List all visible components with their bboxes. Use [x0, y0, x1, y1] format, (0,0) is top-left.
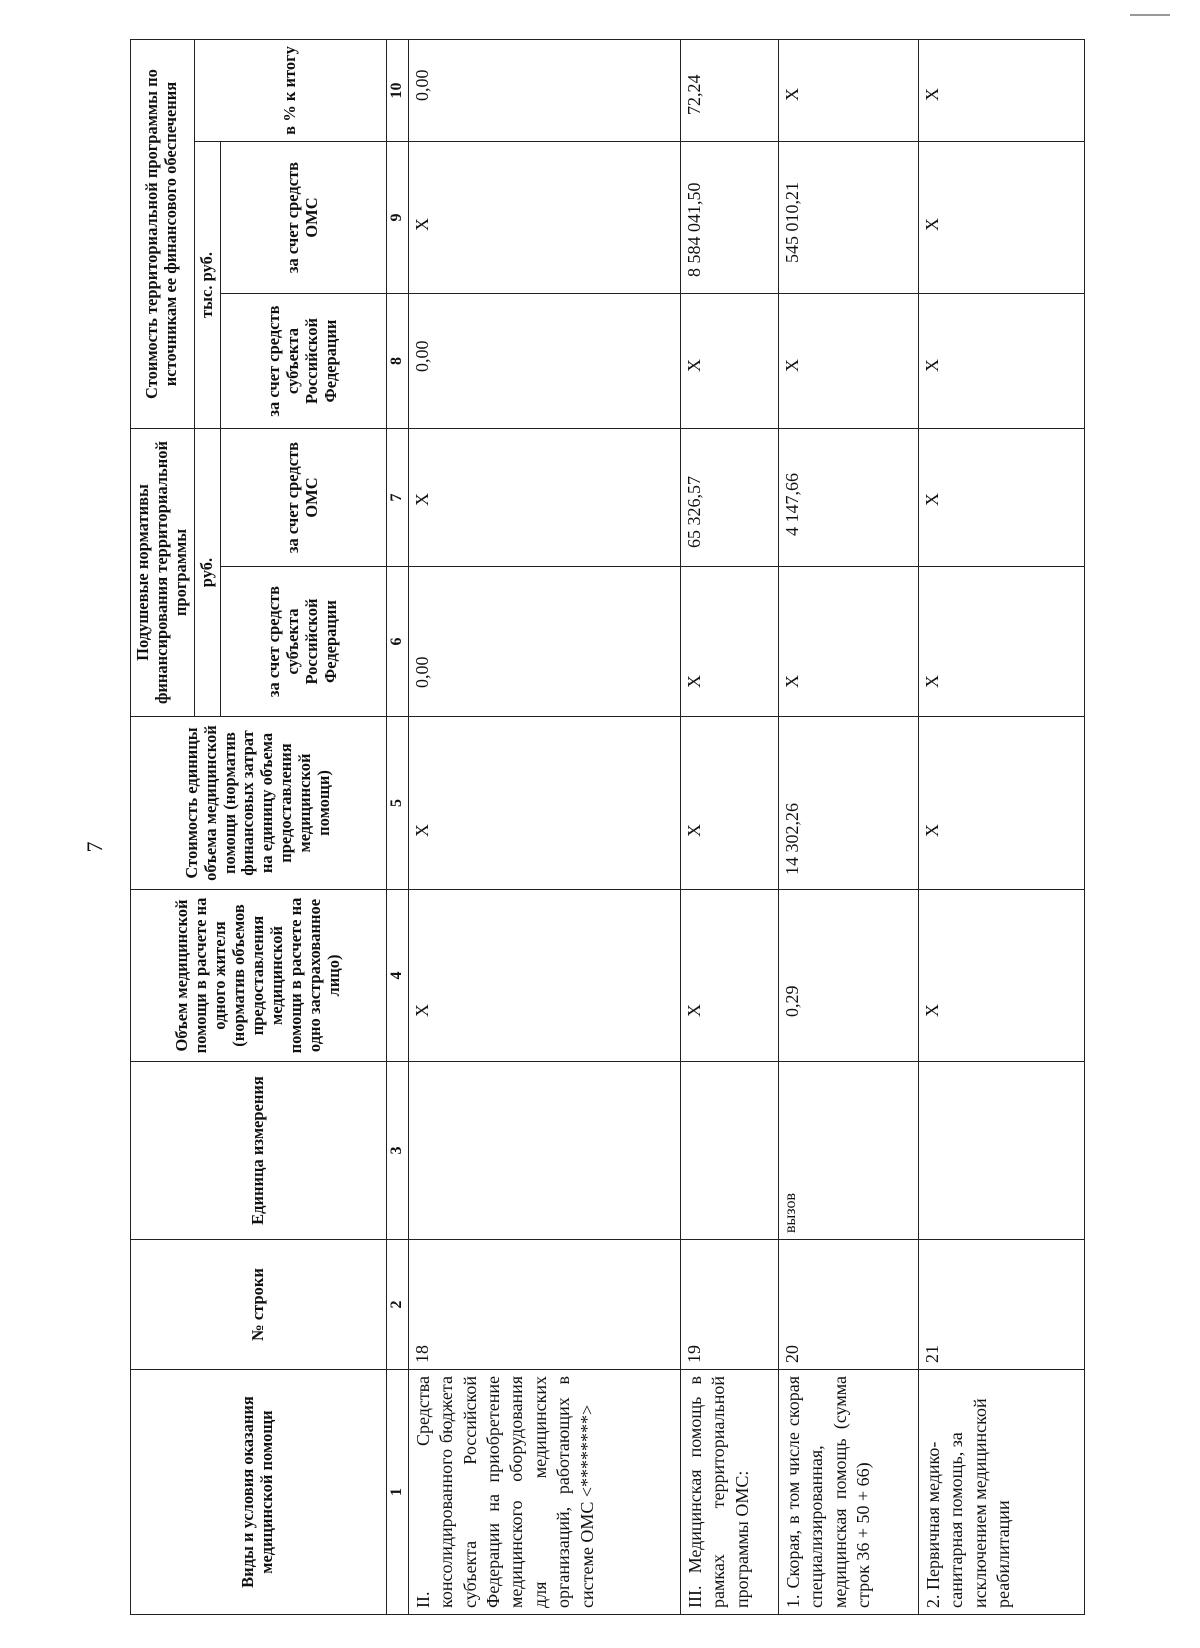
row-unit-cost: X	[680, 717, 778, 890]
row-label: III. Медицинская помощь в рамках территориальной программы ОМС:	[680, 1370, 778, 1615]
column-number: 9	[386, 142, 408, 294]
header-program-cost-group: Стоимость территориальной программы по источникам ее финансового обеспечения	[131, 40, 195, 429]
row-per-capita-oms: 4 147,66	[778, 429, 918, 567]
row-per-capita-subject: X	[918, 567, 1084, 717]
header-volume: Объем медицинской помощи в расчете на одного жителя (норматив объемов предоставления медицинской помощи в расчете на одно застрахованное лицо)	[131, 890, 387, 1062]
header-unit: Единица измерения	[131, 1062, 387, 1240]
row-unit-cost: X	[408, 717, 680, 890]
row-volume: X	[918, 890, 1084, 1062]
header-row-1	[131, 40, 195, 1615]
row-percent: X	[918, 40, 1084, 142]
header-per-capita-group: Подушевые нормативы финансирования территориальной программы	[131, 429, 195, 717]
row-per-capita-oms: 65 326,57	[680, 429, 778, 567]
row-percent: X	[778, 40, 918, 142]
row-cost-subject: 0,00	[408, 294, 680, 429]
column-number-row	[386, 40, 408, 1615]
row-per-capita-subject: 0,00	[408, 567, 680, 717]
row-cost-oms: 8 584 041,50	[680, 142, 778, 294]
row-per-capita-subject: X	[680, 567, 778, 717]
column-number: 2	[386, 1240, 408, 1370]
row-line-number: 19	[680, 1240, 778, 1370]
table-row	[680, 40, 778, 1615]
financing-table	[130, 39, 1085, 1615]
column-number: 3	[386, 1062, 408, 1240]
row-unit-cost: 14 302,26	[778, 717, 918, 890]
header-program-cost-unit: тыс. руб.	[194, 142, 220, 429]
row-label: II. Средства консолидированного бюджета субъекта Российской Федерации на приобретение медицинского оборудования для медицинских организаций, работающих в системе ОМС <********>	[408, 1370, 680, 1615]
row-line-number: 18	[408, 1240, 680, 1370]
row-unit	[408, 1062, 680, 1240]
rotated-table-wrapper	[130, 40, 1060, 1615]
row-volume: X	[680, 890, 778, 1062]
row-percent: 0,00	[408, 40, 680, 142]
row-unit-cost: X	[918, 717, 1084, 890]
column-number: 1	[386, 1370, 408, 1615]
header-unit-cost: Стоимость единицы объема медицинской помощи (норматив финансовых затрат на единицу объема предоставления медицинской помощи)	[131, 717, 387, 890]
table-row	[408, 40, 680, 1615]
row-cost-oms: X	[408, 142, 680, 294]
header-per-capita-oms: за счет средств ОМС	[220, 429, 386, 567]
header-per-capita-unit: руб.	[194, 429, 220, 717]
row-unit	[918, 1062, 1084, 1240]
row-cost-oms: X	[918, 142, 1084, 294]
column-number: 8	[386, 294, 408, 429]
header-kinds-conditions: Виды и условия оказания медицинской помощи	[131, 1370, 387, 1615]
column-number: 5	[386, 717, 408, 890]
column-number: 10	[386, 40, 408, 142]
table-row	[778, 40, 918, 1615]
column-number: 7	[386, 429, 408, 567]
header-per-capita-subject: за счет средств субъекта Российской Федерации	[220, 567, 386, 717]
row-per-capita-oms: X	[408, 429, 680, 567]
header-cost-oms: за счет средств ОМС	[220, 142, 386, 294]
page-number: 7	[82, 841, 107, 853]
table-row	[918, 40, 1084, 1615]
row-cost-oms: 545 010,21	[778, 142, 918, 294]
row-line-number: 21	[918, 1240, 1084, 1370]
header-percent-total: в % к итогу	[194, 40, 386, 142]
column-number: 6	[386, 567, 408, 717]
header-line-number: № строки	[131, 1240, 387, 1370]
row-per-capita-subject: X	[778, 567, 918, 717]
header-cost-subject: за счет средств субъекта Российской Федерации	[220, 294, 386, 429]
scan-artifact-mark	[1130, 14, 1170, 16]
row-line-number: 20	[778, 1240, 918, 1370]
row-unit	[680, 1062, 778, 1240]
column-number: 4	[386, 890, 408, 1062]
row-label: 1. Скорая, в том числе скорая специализированная, медицинская помощь (сумма строк 36 + 50 + 66)	[778, 1370, 918, 1615]
row-cost-subject: X	[778, 294, 918, 429]
row-label: 2. Первичная медико-санитарная помощь, за исключением медицинской реабилитации	[918, 1370, 1084, 1615]
row-cost-subject: X	[918, 294, 1084, 429]
row-per-capita-oms: X	[918, 429, 1084, 567]
row-cost-subject: X	[680, 294, 778, 429]
row-volume: X	[408, 890, 680, 1062]
row-unit: вызов	[778, 1062, 918, 1240]
row-percent: 72,24	[680, 40, 778, 142]
row-volume: 0,29	[778, 890, 918, 1062]
